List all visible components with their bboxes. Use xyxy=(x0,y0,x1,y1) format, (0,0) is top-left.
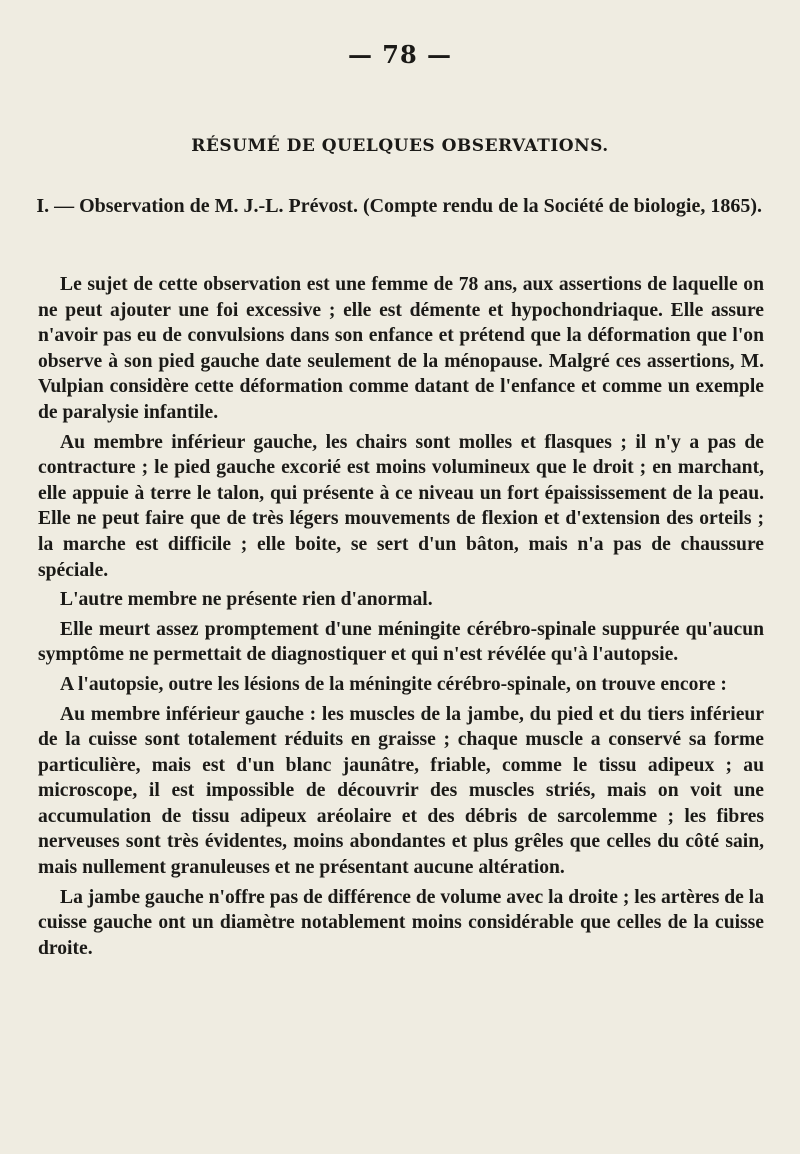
paragraph: La jambe gauche n'offre pas de différence de volume avec la droite ; les artères de la cuisse gauche ont un diamètre notablement moins considérable que celles de la cuisse droite. xyxy=(38,886,764,959)
paragraph: Le sujet de cette observation est une femme de 78 ans, aux assertions de laquelle on ne peut ajouter une foi excessive ; elle est démente et hypochondriaque. Elle assure n'avoir pas eu de convulsions dans son enfance et prétend que la déformation que l'on observe à son pied gauche date seulement de la ménopause. Malgré ces assertions, M. Vulpian considère cette déformation comme datant de l'enfance et comme un exemple de paralysie infantile. xyxy=(38,274,764,423)
observation-heading: I. — Observation de M. J.-L. Prévost. (Compte rendu de la Société de biologie, 1865). xyxy=(36,195,762,217)
page-number: — 78 — xyxy=(347,40,453,69)
paragraph: Au membre inférieur gauche, les chairs sont molles et flasques ; il n'y a pas de contracture ; le pied gauche excorié est moins volumineux que le droit ; en marchant, elle appuie à terre le talon, qui présente à ce niveau un fort épaississement de la peau. Elle ne peut faire que de très légers mouvements de flexion et d'extension des orteils ; la marche est difficile ; elle boite, se sert d'un bâton, mais n'a pas de chaussure spéciale. xyxy=(38,431,764,581)
paragraph: Au membre inférieur gauche : les muscles de la jambe, du pied et du tiers inférieur de la cuisse sont totalement réduits en graisse ; chaque muscle a conservé sa forme particulière, mais est d'un blanc jaunâtre, friable, comme le tissu adipeux ; au microscope, il est impossible de découvrir des muscles striés, mais on voit une accumulation de tissu adipeux aréolaire et des débris de sarcolemme ; les fibres nerveuses sont très évidentes, moins abondantes et plus grêles que celles du côté sain, mais nullement granuleuses et ne présentant aucune altération. xyxy=(38,703,764,879)
paragraph: A l'autopsie, outre les lésions de la méningite cérébro-spinale, on trouve encore : xyxy=(60,673,727,695)
body-text xyxy=(38,272,764,961)
paragraph: L'autre membre ne présente rien d'anormal. xyxy=(60,589,433,611)
section-title: RÉSUMÉ DE QUELQUES OBSERVATIONS. xyxy=(191,136,609,156)
paragraph: Elle meurt assez promptement d'une méningite cérébro-spinale suppurée qu'aucun symptôme ne permettait de diagnostiquer et qui n'est révélée qu'à l'autopsie. xyxy=(38,618,764,666)
